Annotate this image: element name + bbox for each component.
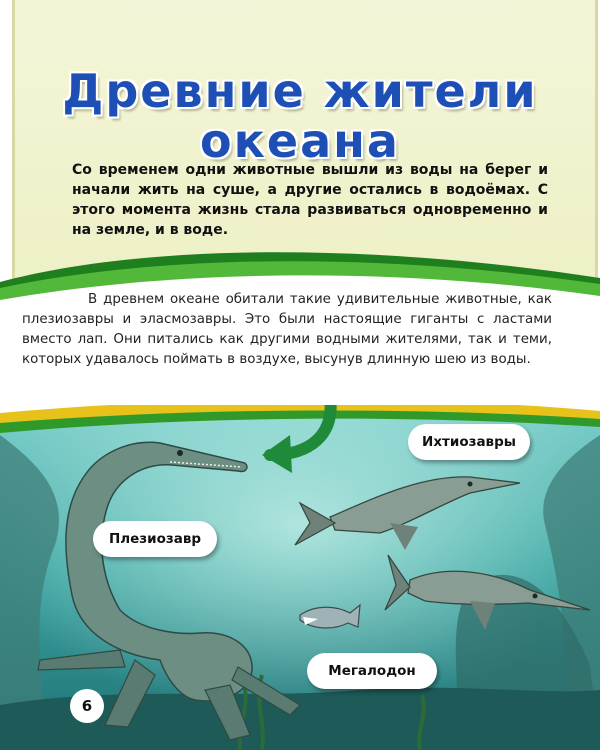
label-plesiosaur: Плезиозавр (93, 521, 217, 557)
page-title-line-1: Древние жители (62, 64, 538, 118)
label-megalodon: Мегалодон (307, 653, 437, 689)
intro-paragraph: Со временем одни животные вышли из воды на берег и начали жить на суше, а другие остались в водоёмах. С этого момента жизнь стала развиваться одновременно и на земле, и в воде. (72, 162, 548, 238)
label-ichthyosaurs: Ихтиозавры (408, 424, 530, 460)
page-number: 6 (70, 689, 104, 723)
body-paragraph: В древнем океане обитали такие удивительные животные, как плезиозавры и эласмозавры. Это были настоящие гиганты с ластами вместо лап. Они питались как другими водными жителями, так и теми, которых удавалось поймать в воздухе, высунув длинную шею из воды. (22, 292, 552, 367)
page-title-line-2: океана (200, 114, 400, 168)
